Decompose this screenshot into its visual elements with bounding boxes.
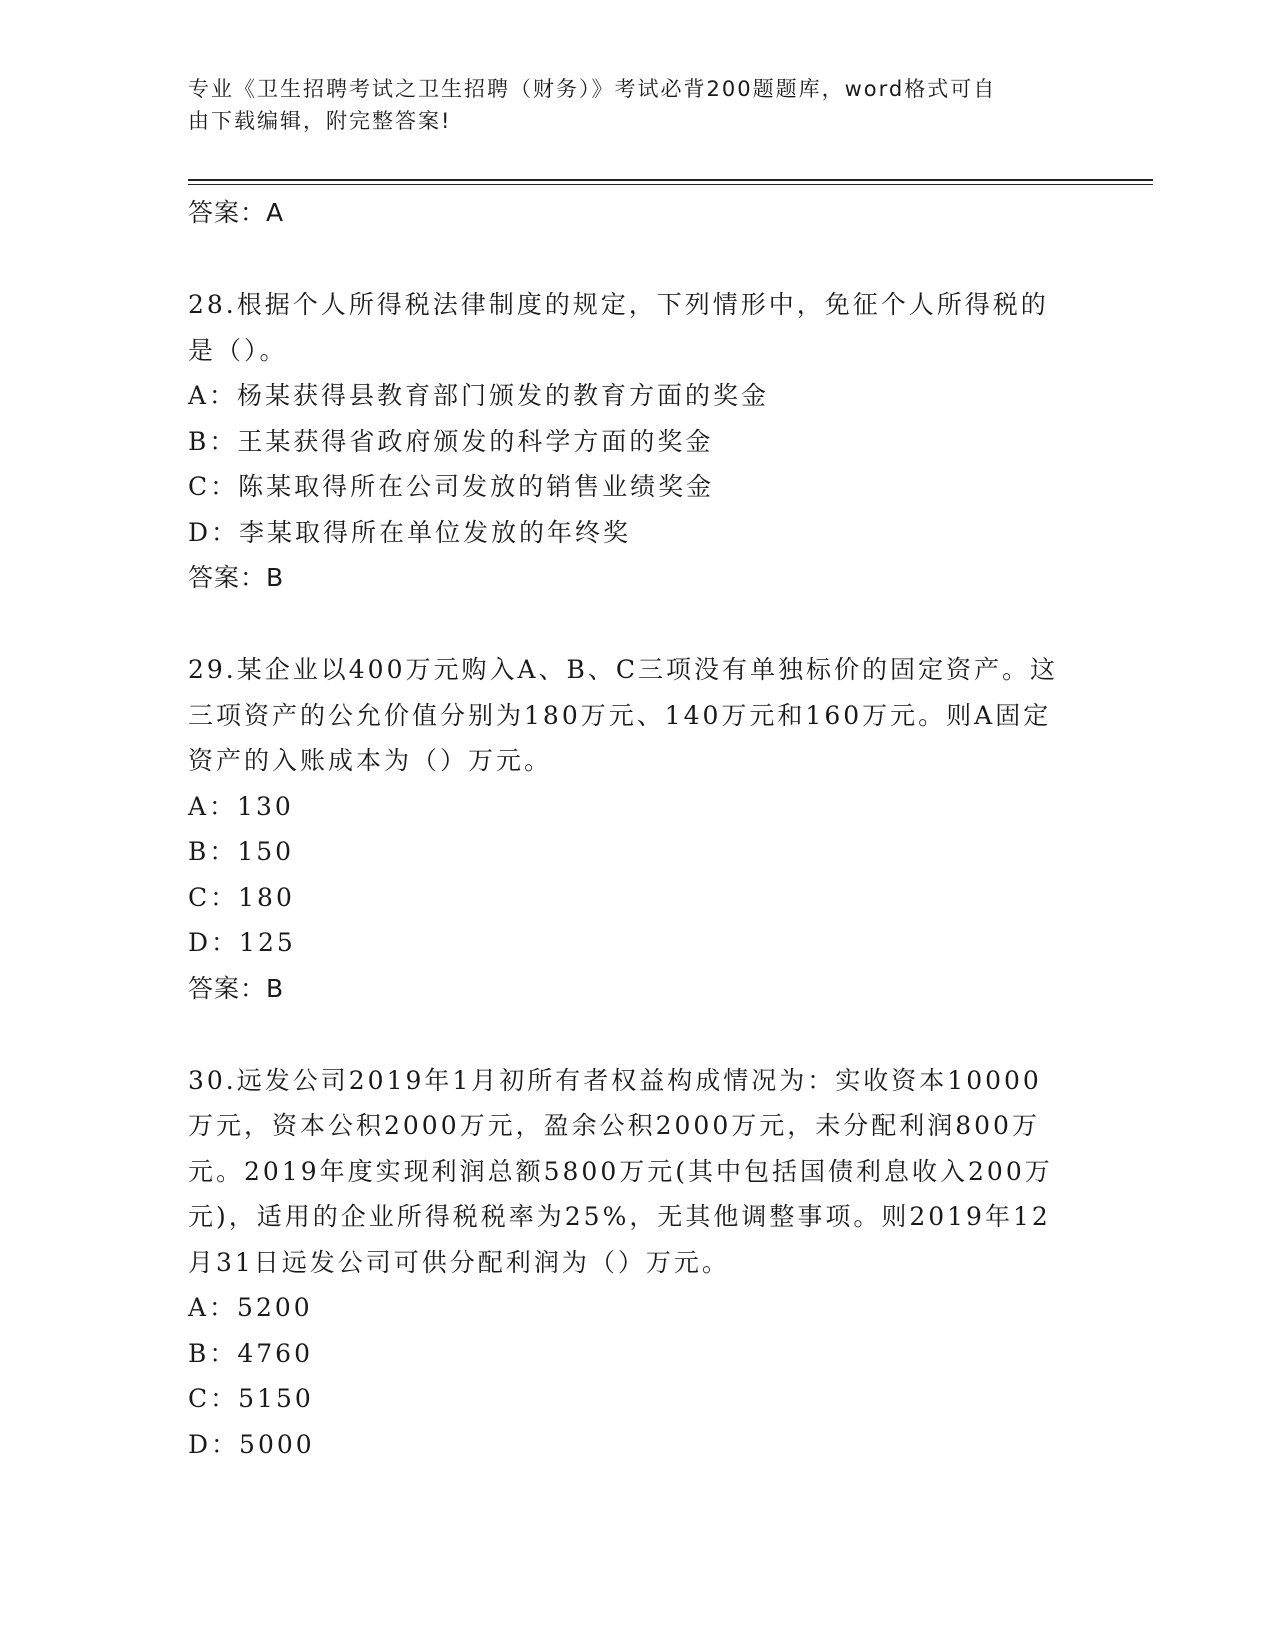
question-text-line: 是（）。 bbox=[188, 335, 288, 365]
question-text-line: 资产的入账成本为（）万元。 bbox=[188, 746, 553, 775]
option-d: D：125 bbox=[188, 928, 296, 957]
option-d: D：5000 bbox=[188, 1429, 315, 1459]
document-header bbox=[188, 73, 1068, 137]
question-text-line: 28.根据个人所得税法律制度的规定，下列情形中，免征个人所得税的 bbox=[188, 290, 1049, 319]
question-text-line: 元。2019年度实现利润总额5800万元(其中包括国债利息收入200万 bbox=[188, 1156, 1053, 1186]
question-text-line: 29.某企业以400万元购入A、B、C三项没有单独标价的固定资产。这 bbox=[188, 655, 1059, 684]
document-body bbox=[188, 190, 1088, 1467]
question-text-line: 月31日远发公司可供分配利润为（）万元。 bbox=[188, 1247, 730, 1277]
header-line-2: 由下载编辑，附完整答案! bbox=[188, 109, 452, 133]
option-b: B：王某获得省政府颁发的科学方面的奖金 bbox=[188, 426, 714, 456]
header-rule-thin bbox=[188, 184, 1153, 185]
answer-line: 答案：A bbox=[188, 198, 285, 227]
answer-line: 答案：B bbox=[188, 973, 285, 1003]
option-d: D：李某取得所在单位发放的年终奖 bbox=[188, 517, 632, 547]
option-a: A：5200 bbox=[188, 1293, 313, 1322]
question-text-line: 三项资产的公允价值分别为180万元、140万元和160万元。则A固定 bbox=[188, 700, 1052, 730]
option-b: B：4760 bbox=[188, 1338, 313, 1368]
question-28 bbox=[188, 282, 1088, 600]
option-c: C：5150 bbox=[188, 1384, 314, 1413]
question-text-line: 万元，资本公积2000万元，盈余公积2000万元，未分配利润800万 bbox=[188, 1111, 1040, 1140]
option-c: C：180 bbox=[188, 882, 295, 912]
question-text-line: 30.远发公司2019年1月初所有者权益构成情况为：实收资本10000 bbox=[188, 1065, 1042, 1095]
option-c: C：陈某取得所在公司发放的销售业绩奖金 bbox=[188, 472, 715, 501]
option-a: A：杨某获得县教育部门颁发的教育方面的奖金 bbox=[188, 381, 770, 410]
option-b: B：150 bbox=[188, 837, 295, 866]
answer-line: 答案：B bbox=[188, 563, 285, 592]
header-line-1: 专业《卫生招聘考试之卫生招聘（财务）》考试必背200题题库，word格式可自 bbox=[188, 77, 997, 101]
question-text-line: 元)，适用的企业所得税税率为25%，无其他调整事项。则2019年12 bbox=[188, 1202, 1051, 1231]
question-30 bbox=[188, 1058, 1088, 1468]
header-rule-thick bbox=[188, 179, 1153, 181]
question-29 bbox=[188, 647, 1088, 1011]
option-a: A：130 bbox=[188, 791, 294, 821]
